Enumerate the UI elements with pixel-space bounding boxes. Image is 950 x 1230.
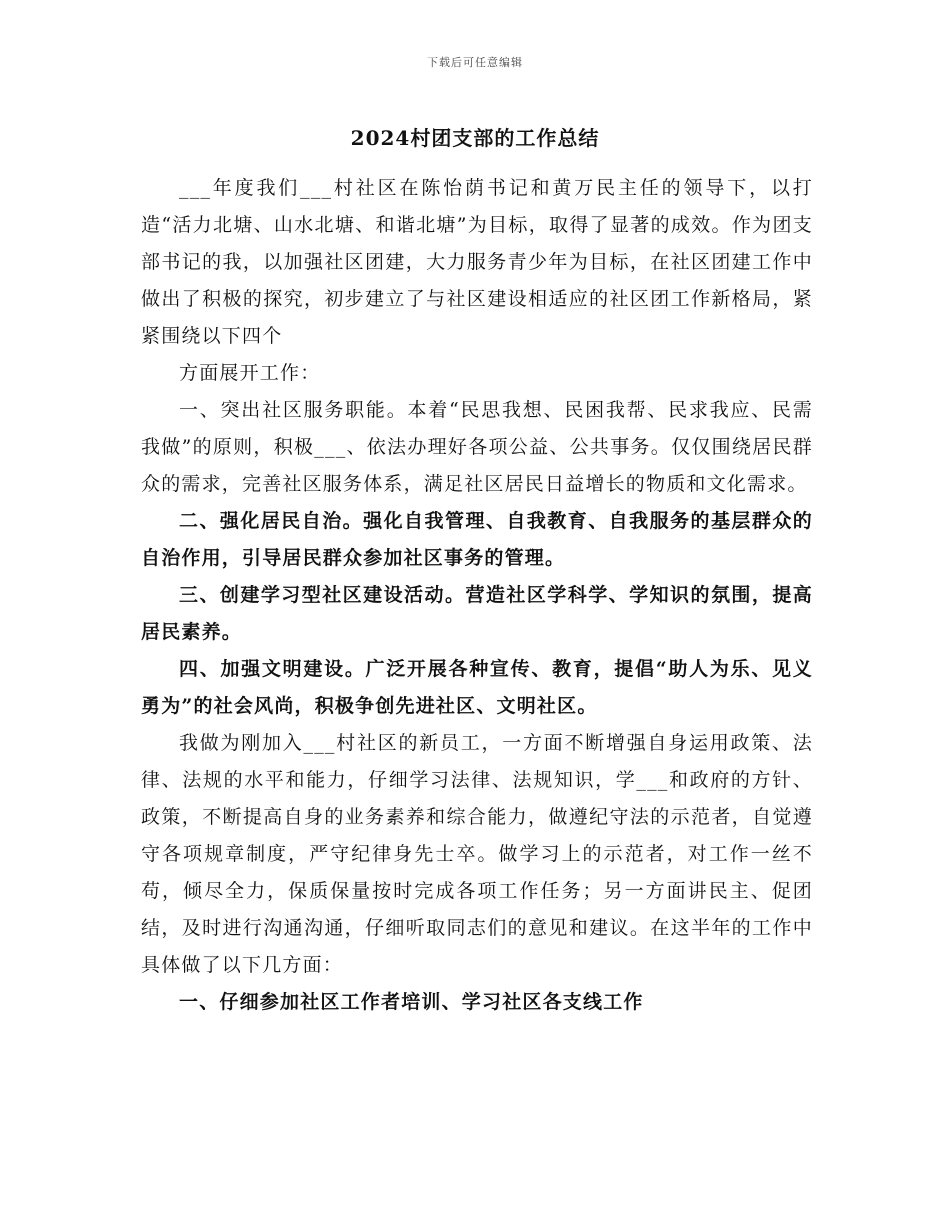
- paragraph-item-2: 二、强化居民自治。强化自我管理、自我教育、自我服务的基层群众的自治作用，引导居民群众参加社区事务的管理。: [141, 510, 813, 569]
- paragraph-item-3: 三、创建学习型社区建设活动。营造社区学科学、学知识的氛围，提高居民素养。: [141, 584, 813, 643]
- paragraph-intro-continued: 方面展开工作：: [179, 362, 321, 384]
- document-title: 2024村团支部的工作总结: [350, 126, 600, 150]
- paragraph-personal-work: 我做为刚加入___村社区的新员工，一方面不断增强自身运用政策、法律、法规的水平和能力，仔细学习法律、法规知识，学___和政府的方针、政策，不断提高自身的业务素养和综合能力，做遵纪守法的示范者，自觉遵守各项规章制度，严守纪律身先士卒。做学习上的示范者，对工作一丝不苟，倾尽全力，保质保量按时完成各项工作任务；另一方面讲民主、促团结，及时进行沟通沟通，仔细听取同志们的意见和建议。在这半年的工作中具体做了以下几方面：: [141, 732, 813, 976]
- paragraph-intro: ___年度我们___村社区在陈怡荫书记和黄万民主任的领导下，以打造“活力北塘、山水北塘、和谐北塘”为目标，取得了显著的成效。作为团支部书记的我，以加强社区团建，大力服务青少年为目标，在社区团建工作中做出了积极的探究，初步建立了与社区建设相适应的社区团工作新格局，紧紧围绕以下四个: [141, 177, 813, 347]
- paragraph-item-1: 一、突出社区服务职能。本着“民思我想、民困我帮、民求我应、民需我做”的原则，积极___、依法办理好各项公益、公共事务。仅仅围绕居民群众的需求，完善社区服务体系，满足社区居民日益增长的物质和文化需求。: [141, 399, 813, 495]
- paragraph-item-4: 四、加强文明建设。广泛开展各种宣传、教育，提倡“助人为乐、见义勇为”的社会风尚，积极争创先进社区、文明社区。: [141, 658, 813, 717]
- section-heading-1: 一、仔细参加社区工作者培训、学习社区各支线工作: [179, 991, 644, 1013]
- header-note: 下载后可任意编辑: [427, 56, 523, 69]
- document-body: [141, 170, 813, 1021]
